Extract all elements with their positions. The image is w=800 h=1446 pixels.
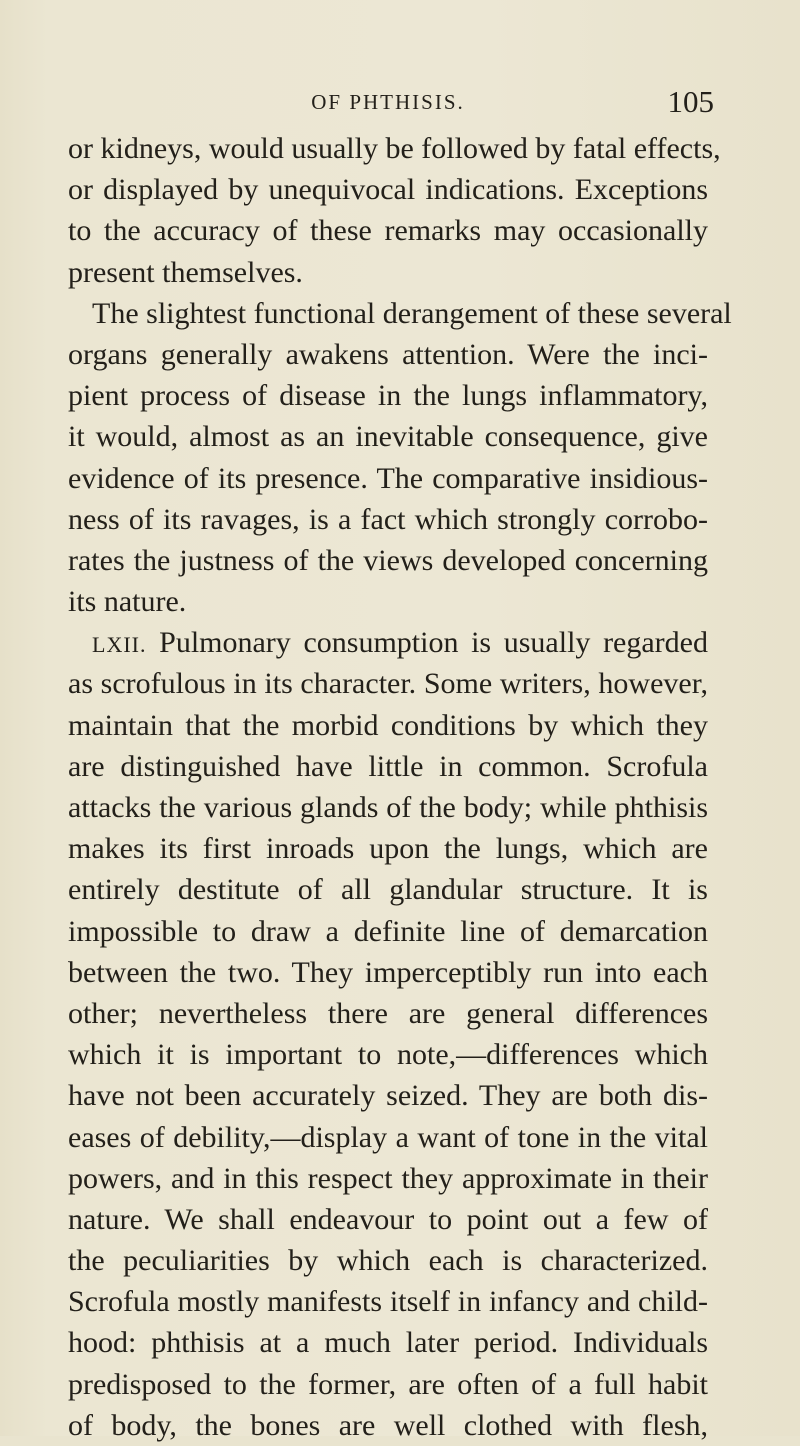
text-line: organs generally awakens attention. Were the inci-: [68, 337, 708, 371]
text-line: predisposed to the former, are often of a full habit: [68, 1367, 708, 1401]
section-text: Pulmonary consumption is usually regarded: [159, 626, 708, 660]
page-number: 105: [667, 84, 714, 119]
text-line: powers, and in this respect they approximate in their: [68, 1161, 708, 1195]
running-title: OF PHTHISIS.: [311, 90, 465, 114]
text-line: nature. We shall endeavour to point out a few of: [68, 1202, 708, 1236]
section-line: [68, 622, 708, 663]
text-line: its nature.: [68, 585, 187, 619]
text-line: are distinguished have little in common. Scrofula: [68, 749, 708, 783]
text-line: the peculiarities by which each is characterized.: [68, 1244, 708, 1278]
text-line: makes its first inroads upon the lungs, which are: [68, 832, 708, 866]
text-line: The slightest functional derangement of these several: [92, 296, 732, 330]
text-line: or kidneys, would usually be followed by fatal effects,: [68, 132, 721, 165]
text-line: it would, almost as an inevitable consequence, give: [68, 420, 708, 454]
text-line: evidence of its presence. The comparative insidious-: [68, 461, 708, 495]
text-line: maintain that the morbid conditions by which they: [68, 708, 708, 742]
text-line: or displayed by unequivocal indications. Exceptions: [68, 173, 708, 207]
text-line: other; nevertheless there are general differences: [68, 996, 708, 1030]
text-line: entirely destitute of all glandular structure. It is: [68, 873, 708, 907]
text-line: ness of its ravages, is a fact which strongly corrobo-: [68, 502, 708, 536]
text-line: hood: phthisis at a much later period. Individuals: [68, 1326, 708, 1360]
text-line: as scrofulous in its character. Some writers, however,: [68, 667, 708, 701]
text-line: Scrofula mostly manifests itself in infancy and child-: [68, 1285, 708, 1319]
text-line: eases of debility,—display a want of tone in the vital: [68, 1120, 708, 1154]
text-line: which it is important to note,—differences which: [68, 1038, 708, 1072]
text-line: pient process of disease in the lungs inflammatory,: [68, 379, 708, 413]
text-line: to the accuracy of these remarks may occasionally: [68, 214, 708, 248]
text-line: of body, the bones are well clothed with flesh,: [68, 1408, 708, 1442]
running-head: [68, 84, 714, 124]
section-number: LXII.: [92, 632, 147, 658]
text-line: attacks the various glands of the body; while phthisis: [68, 791, 708, 824]
text-line: rates the justness of the views developed concerning: [68, 543, 708, 577]
text-line: impossible to draw a definite line of demarcation: [68, 914, 708, 948]
text-line: present themselves.: [68, 255, 303, 289]
body-text: [68, 128, 732, 1446]
text-line: between the two. They imperceptibly run into each: [68, 955, 708, 989]
text-line: have not been accurately seized. They are both dis-: [68, 1079, 708, 1113]
